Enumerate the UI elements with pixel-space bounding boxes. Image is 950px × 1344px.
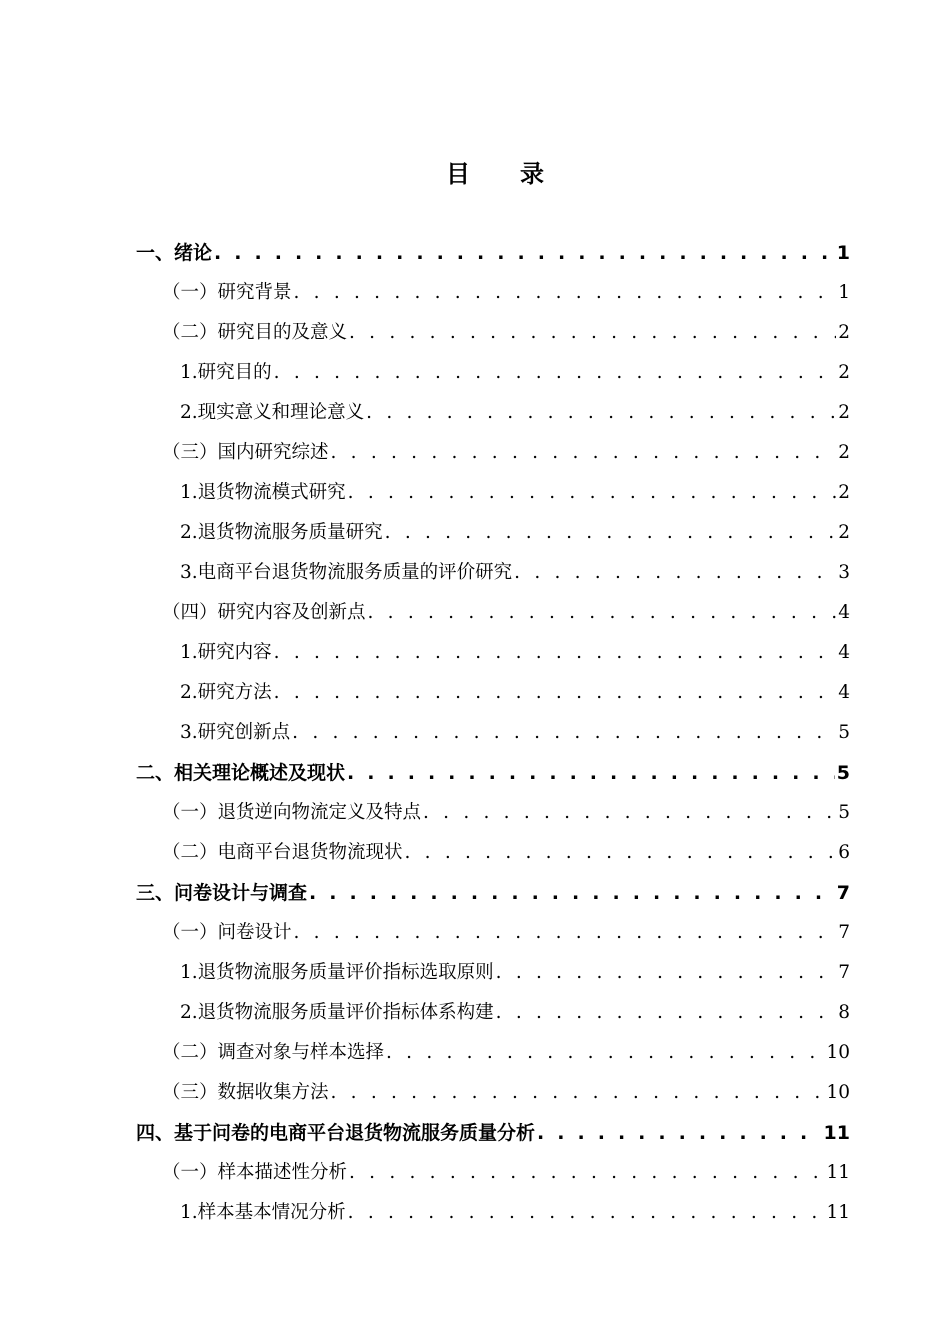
toc-entry-label: （一）样本描述性分析 (162, 1162, 348, 1183)
toc-entry-label: 1.研究内容 (180, 642, 272, 663)
toc-entry-level-2[interactable] (0, 593, 850, 633)
toc-entry-label: 1.研究目的 (180, 362, 272, 383)
toc-title-char-1: 目 (446, 160, 470, 188)
toc-entry-label: （三）国内研究综述 (162, 442, 329, 463)
toc-entry-level-3[interactable] (0, 953, 850, 993)
toc-entry-level-2[interactable] (0, 793, 850, 833)
toc-entry-page-number: 2 (838, 402, 850, 423)
toc-entry-label: 1.样本基本情况分析 (180, 1202, 346, 1223)
dot-leader (309, 873, 835, 913)
toc-entry-label: 3.研究创新点 (180, 722, 291, 743)
toc-entry-page-number: 2 (838, 322, 850, 343)
toc-entry-level-2[interactable] (0, 1153, 850, 1193)
dot-leader (496, 953, 837, 993)
toc-title (0, 158, 950, 190)
dot-leader (386, 1033, 824, 1073)
toc-entry-label: 四、基于问卷的电商平台退货物流服务质量分析 (136, 1122, 536, 1144)
toc-entry-label: 二、相关理论概述及现状 (136, 762, 346, 784)
toc-entry-page-number: 11 (826, 1202, 850, 1223)
toc-entry-level-1[interactable] (0, 873, 850, 913)
toc-entry-level-1[interactable] (0, 753, 850, 793)
dot-leader (331, 1073, 825, 1113)
toc-entry-level-1[interactable] (0, 1113, 850, 1153)
toc-entry-page-number: 5 (838, 722, 850, 743)
toc-entry-label: 1.退货物流服务质量评价指标选取原则 (180, 962, 494, 983)
toc-entry-level-3[interactable] (0, 993, 850, 1033)
toc-entry-level-2[interactable] (0, 313, 850, 353)
dot-leader (348, 473, 837, 513)
dot-leader (366, 393, 836, 433)
toc-entry-page-number: 5 (836, 762, 850, 784)
toc-entry-level-3[interactable] (0, 353, 850, 393)
toc-entry-page-number: 1 (836, 242, 850, 264)
dot-leader (348, 1193, 825, 1233)
toc-entry-level-3[interactable] (0, 673, 850, 713)
dot-leader (347, 753, 835, 793)
toc-entry-page-number: 1 (838, 282, 850, 303)
toc-entry-label: 2.退货物流服务质量研究 (180, 522, 383, 543)
dot-leader (514, 553, 836, 593)
toc-entry-level-2[interactable] (0, 913, 850, 953)
toc-entry-page-number: 10 (826, 1082, 850, 1103)
toc-entry-page-number: 6 (838, 842, 850, 863)
toc-entry-level-2[interactable] (0, 1033, 850, 1073)
toc-entry-page-number: 2 (838, 482, 850, 503)
toc-entry-label: 一、绪论 (136, 242, 213, 264)
dot-leader (496, 993, 837, 1033)
toc-entry-label: （一）退货逆向物流定义及特点 (162, 802, 422, 823)
dot-leader (214, 233, 835, 273)
toc-entry-page-number: 2 (838, 362, 850, 383)
toc-entry-page-number: 8 (838, 1002, 850, 1023)
dot-leader (294, 273, 837, 313)
toc-entry-level-3[interactable] (0, 513, 850, 553)
toc-entry-label: 3.电商平台退货物流服务质量的评价研究 (180, 562, 513, 583)
toc-entry-page-number: 2 (838, 522, 850, 543)
toc-entry-label: （一）问卷设计 (162, 922, 292, 943)
toc-entry-page-number: 10 (826, 1042, 850, 1063)
toc-entry-label: （二）电商平台退货物流现状 (162, 842, 403, 863)
dot-leader (349, 1153, 824, 1193)
toc-entry-level-2[interactable] (0, 273, 850, 313)
dot-leader (274, 673, 837, 713)
toc-entry-level-2[interactable] (0, 433, 850, 473)
toc-entry-level-3[interactable] (0, 393, 850, 433)
dot-leader (405, 833, 837, 873)
toc-entry-label: 2.研究方法 (180, 682, 272, 703)
toc-entry-page-number: 7 (836, 882, 850, 904)
toc-entry-label: （四）研究内容及创新点 (162, 602, 366, 623)
toc-entry-page-number: 7 (838, 922, 850, 943)
dot-leader (537, 1113, 822, 1153)
toc-entry-page-number: 4 (838, 602, 850, 623)
dot-leader (385, 513, 837, 553)
dot-leader (349, 313, 836, 353)
toc-entry-page-number: 11 (826, 1162, 850, 1183)
toc-entry-level-1[interactable] (0, 233, 850, 273)
toc-entry-page-number: 4 (838, 682, 850, 703)
toc-entry-level-3[interactable] (0, 633, 850, 673)
toc-entry-level-2[interactable] (0, 1073, 850, 1113)
toc-entry-level-2[interactable] (0, 833, 850, 873)
toc-entry-page-number: 7 (838, 962, 850, 983)
toc-title-char-2: 录 (520, 160, 544, 188)
dot-leader (331, 433, 837, 473)
toc-entry-label: 1.退货物流模式研究 (180, 482, 346, 503)
toc-entry-label: （一）研究背景 (162, 282, 292, 303)
dot-leader (292, 713, 836, 753)
toc-entry-page-number: 2 (838, 442, 850, 463)
toc-entry-label: 三、问卷设计与调查 (136, 882, 308, 904)
toc-entry-level-3[interactable] (0, 473, 850, 513)
dot-leader (294, 913, 837, 953)
toc-entry-level-3[interactable] (0, 553, 850, 593)
toc-entry-label: （二）调查对象与样本选择 (162, 1042, 385, 1063)
toc-entry-page-number: 5 (838, 802, 850, 823)
toc-entry-label: 2.现实意义和理论意义 (180, 402, 365, 423)
dot-leader (368, 593, 837, 633)
dot-leader (423, 793, 836, 833)
toc-entry-page-number: 11 (823, 1122, 850, 1144)
toc-entry-page-number: 3 (838, 562, 850, 583)
dot-leader (274, 633, 837, 673)
toc-entry-level-3[interactable] (0, 713, 850, 753)
table-of-contents (0, 233, 950, 1233)
dot-leader (274, 353, 837, 393)
toc-entry-label: 2.退货物流服务质量评价指标体系构建 (180, 1002, 494, 1023)
toc-entry-level-3[interactable] (0, 1193, 850, 1233)
toc-entry-page-number: 4 (838, 642, 850, 663)
toc-entry-label: （三）数据收集方法 (162, 1082, 329, 1103)
toc-entry-label: （二）研究目的及意义 (162, 322, 348, 343)
